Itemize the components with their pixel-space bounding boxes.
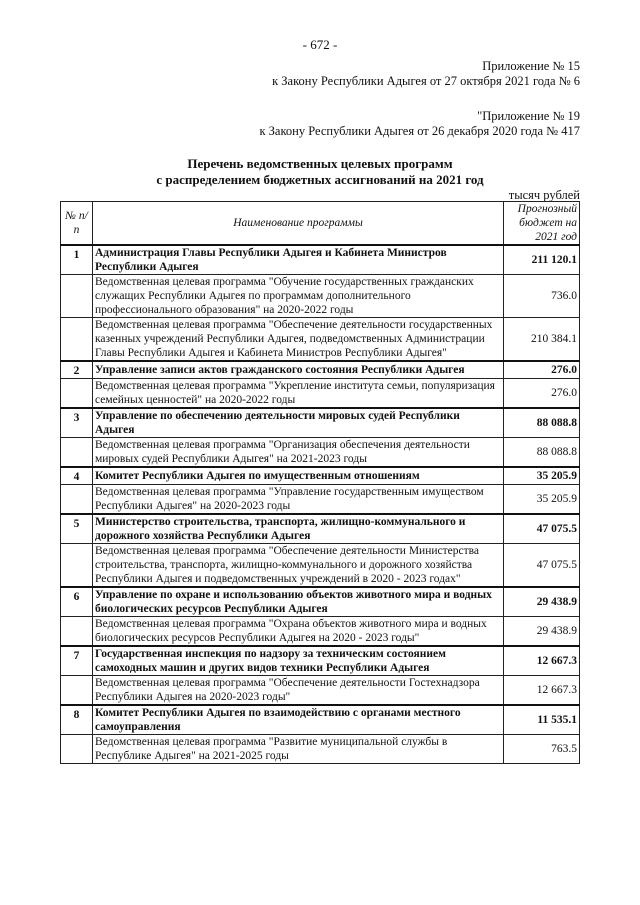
budget-amount: 210 384.1 bbox=[504, 318, 580, 362]
department-name: Управление по обеспечению деятельности мировых судей Республики Адыгея bbox=[93, 408, 504, 438]
program-name: Ведомственная целевая программа "Обучение государственных гражданских служащих Республики Адыгея по программам дополнительного профессионального образования" на 2020-2022 годы bbox=[93, 275, 504, 318]
budget-amount: 35 205.9 bbox=[504, 485, 580, 515]
program-row bbox=[61, 318, 580, 362]
budget-amount: 88 088.8 bbox=[504, 408, 580, 438]
program-row bbox=[61, 485, 580, 515]
program-row bbox=[61, 676, 580, 706]
row-number bbox=[61, 735, 93, 764]
row-number bbox=[61, 485, 93, 515]
program-row bbox=[61, 438, 580, 468]
header-num: № п/п bbox=[61, 202, 93, 246]
row-number: 4 bbox=[61, 467, 93, 485]
row-number bbox=[61, 275, 93, 318]
row-number: 1 bbox=[61, 245, 93, 275]
budget-amount: 276.0 bbox=[504, 379, 580, 409]
program-name: Ведомственная целевая программа "Обеспечение деятельности Гостехнадзора Республики Адыгея на 2020-2023 годы" bbox=[93, 676, 504, 706]
budget-amount: 35 205.9 bbox=[504, 467, 580, 485]
program-row bbox=[61, 735, 580, 764]
row-number bbox=[61, 544, 93, 588]
table-header-row bbox=[61, 202, 580, 246]
budget-amount: 47 075.5 bbox=[504, 514, 580, 544]
department-row bbox=[61, 587, 580, 617]
department-row bbox=[61, 361, 580, 379]
program-row bbox=[61, 275, 580, 318]
program-name: Ведомственная целевая программа "Охрана объектов животного мира и водных биологических ресурсов Республики Адыгея на 2020 - 2023 годы" bbox=[93, 617, 504, 647]
row-number bbox=[61, 438, 93, 468]
budget-amount: 736.0 bbox=[504, 275, 580, 318]
table-body bbox=[61, 245, 580, 764]
budget-amount: 29 438.9 bbox=[504, 617, 580, 647]
program-row bbox=[61, 544, 580, 588]
appendix-15-law: к Закону Республики Адыгея от 27 октября 2021 года № 6 bbox=[272, 74, 580, 88]
budget-amount: 12 667.3 bbox=[504, 646, 580, 676]
program-name: Ведомственная целевая программа "Обеспечение деятельности Министерства строительства, транспорта, жилищно-коммунального и дорожного хозяйства Республики Адыгея и подведомственных учреждений в 2020 - 2023 годах" bbox=[93, 544, 504, 588]
budget-amount: 29 438.9 bbox=[504, 587, 580, 617]
budget-amount: 47 075.5 bbox=[504, 544, 580, 588]
program-name: Ведомственная целевая программа "Организация обеспечения деятельности мировых судей Республики Адыгея" на 2021-2023 годы bbox=[93, 438, 504, 468]
department-name: Комитет Республики Адыгея по взаимодействию с органами местного самоуправления bbox=[93, 705, 504, 735]
budget-amount: 88 088.8 bbox=[504, 438, 580, 468]
row-number: 8 bbox=[61, 705, 93, 735]
appendix-15-title: Приложение № 15 bbox=[482, 59, 580, 73]
department-name: Администрация Главы Республики Адыгея и Кабинета Министров Республики Адыгея bbox=[93, 245, 504, 275]
program-name: Ведомственная целевая программа "Укрепление института семьи, популяризация семейных ценностей" на 2020-2022 годы bbox=[93, 379, 504, 409]
budget-amount: 763.5 bbox=[504, 735, 580, 764]
program-row bbox=[61, 379, 580, 409]
row-number: 7 bbox=[61, 646, 93, 676]
units-label: тысяч рублей bbox=[508, 188, 580, 202]
row-number: 3 bbox=[61, 408, 93, 438]
row-number bbox=[61, 676, 93, 706]
appendix-15 bbox=[272, 59, 580, 89]
document-title bbox=[0, 156, 640, 188]
row-number bbox=[61, 318, 93, 362]
department-name: Государственная инспекция по надзору за техническим состоянием самоходных машин и других видов техники Республики Адыгея bbox=[93, 646, 504, 676]
budget-amount: 11 535.1 bbox=[504, 705, 580, 735]
row-number: 2 bbox=[61, 361, 93, 379]
row-number: 6 bbox=[61, 587, 93, 617]
appendix-19-title: "Приложение № 19 bbox=[477, 109, 580, 123]
budget-amount: 211 120.1 bbox=[504, 245, 580, 275]
budget-amount: 276.0 bbox=[504, 361, 580, 379]
program-name: Ведомственная целевая программа "Управление государственным имуществом Республики Адыгея" на 2020-2023 годы bbox=[93, 485, 504, 515]
department-row bbox=[61, 514, 580, 544]
programs-table bbox=[60, 201, 580, 764]
row-number bbox=[61, 379, 93, 409]
department-name: Министерство строительства, транспорта, жилищно-коммунального и дорожного хозяйства Республики Адыгея bbox=[93, 514, 504, 544]
appendix-19 bbox=[259, 109, 580, 139]
appendix-19-law: к Закону Республики Адыгея от 26 декабря 2020 года № 417 bbox=[259, 124, 580, 138]
header-budget: Прогнозный бюджет на 2021 год bbox=[504, 202, 580, 246]
title-line-1: Перечень ведомственных целевых программ bbox=[187, 156, 453, 171]
row-number: 5 bbox=[61, 514, 93, 544]
department-name: Управление записи актов гражданского состояния Республики Адыгея bbox=[93, 361, 504, 379]
program-name: Ведомственная целевая программа "Развитие муниципальной службы в Республике Адыгея" на 2021-2025 годы bbox=[93, 735, 504, 764]
department-row bbox=[61, 705, 580, 735]
department-row bbox=[61, 646, 580, 676]
department-row bbox=[61, 467, 580, 485]
department-row bbox=[61, 245, 580, 275]
header-name: Наименование программы bbox=[93, 202, 504, 246]
department-name: Управление по охране и использованию объектов животного мира и водных биологических ресурсов Республики Адыгея bbox=[93, 587, 504, 617]
department-name: Комитет Республики Адыгея по имущественным отношениям bbox=[93, 467, 504, 485]
row-number bbox=[61, 617, 93, 647]
program-row bbox=[61, 617, 580, 647]
budget-amount: 12 667.3 bbox=[504, 676, 580, 706]
program-name: Ведомственная целевая программа "Обеспечение деятельности государственных казенных учреждений Республики Адыгея, подведомственных Администрации Главы Республики Адыгея и Кабинета Министров Республики Адыгея" bbox=[93, 318, 504, 362]
page-number: - 672 - bbox=[302, 37, 338, 52]
title-line-2: с распределением бюджетных ассигнований на 2021 год bbox=[156, 172, 484, 187]
department-row bbox=[61, 408, 580, 438]
